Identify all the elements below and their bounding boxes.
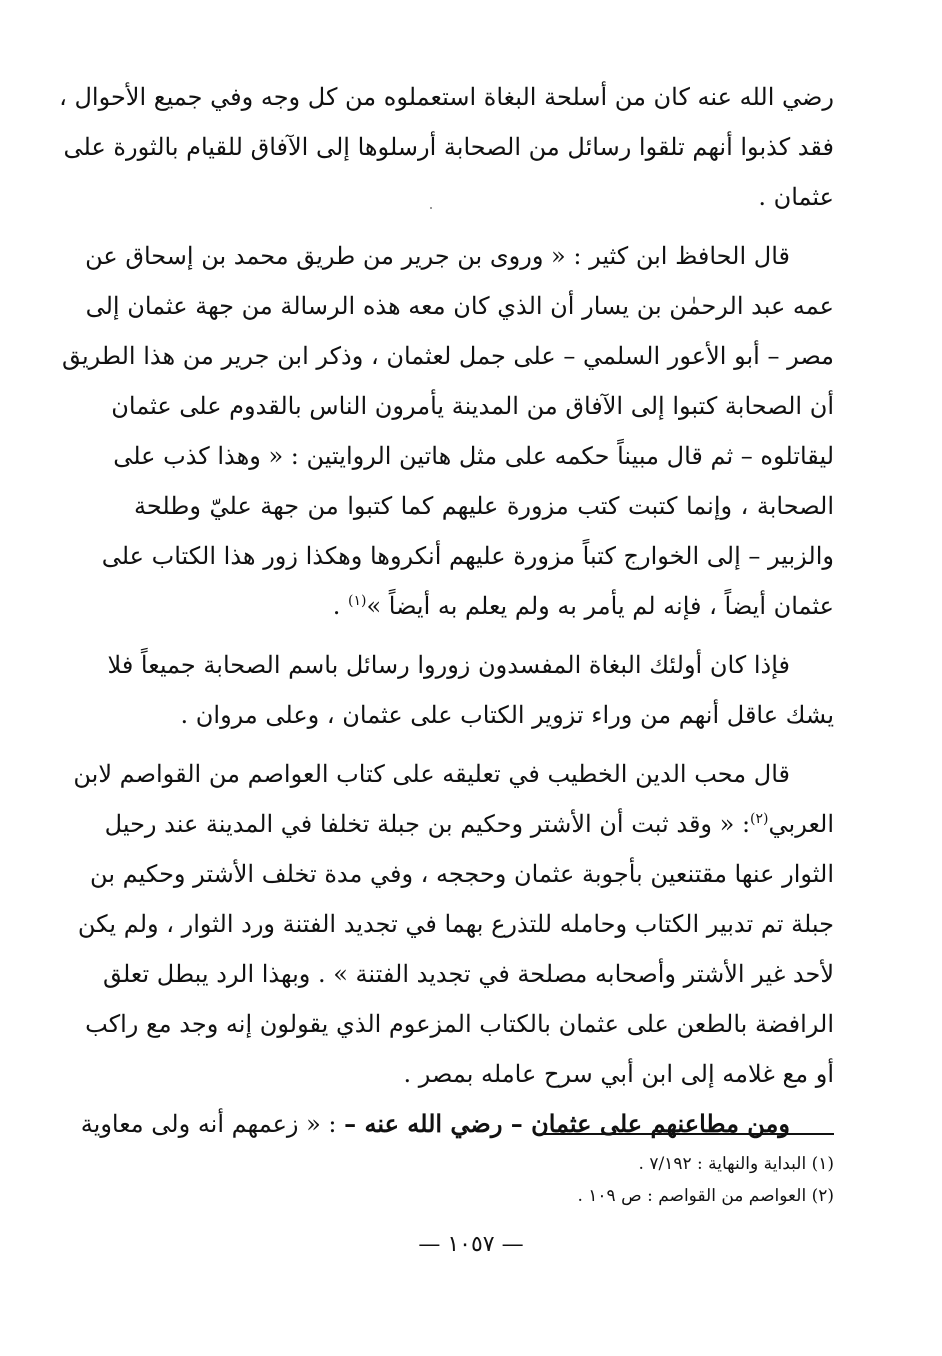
text-line: ليقاتلوه – ثم قال مبيناً حكمه على مثل هاتين الروايتين : « وهذا كذب على bbox=[113, 442, 834, 470]
footnote-separator bbox=[544, 1133, 834, 1135]
text-fragment: : « زعمهم أنه ولى معاوية bbox=[80, 1110, 345, 1138]
text-line bbox=[80, 1099, 834, 1149]
paragraph-2 bbox=[61, 231, 834, 631]
text-fragment: : « وقد ثبت أن الأشتر وحكيم بن جبلة تخلفا في المدينة عند رحيل bbox=[104, 810, 751, 838]
text-line: الصحابة ، وإنما كتبت كتب مزورة عليهم كما كتبوا من جهة عليّ وطلحة bbox=[134, 492, 834, 520]
text-fragment: العربي bbox=[768, 810, 834, 838]
text-fragment: عثمان أيضاً ، فإنه لم يأمر به ولم يعلم به أيضاً » bbox=[366, 592, 834, 620]
footnote-number: (٢) bbox=[811, 1186, 834, 1206]
page-number: — ١٠٥٧ — bbox=[418, 1232, 524, 1257]
paragraph-1 bbox=[59, 72, 834, 222]
footnote-ref-2[interactable]: (٢) bbox=[750, 811, 769, 827]
paragraph-5 bbox=[80, 1099, 834, 1149]
bold-heading-fragment: ومن مطاعنهم على عثمان – رضي الله عنه – bbox=[344, 1109, 790, 1138]
footnote-ref-1[interactable]: (١) bbox=[348, 593, 367, 609]
footnote-1 bbox=[134, 1148, 834, 1180]
footnote-2 bbox=[134, 1180, 834, 1212]
text-line: رضي الله عنه كان من أسلحة البغاة استعملوه من كل وجه وفي جميع الأحوال ، bbox=[59, 83, 834, 111]
text-line: فقد كذبوا أنهم تلقوا رسائل من الصحابة أرسلوها إلى الآفاق للقيام بالثورة على bbox=[63, 133, 834, 161]
paragraph-4 bbox=[73, 749, 834, 1099]
text-line: الرافضة بالطعن على عثمان بالكتاب المزعوم الذي يقولون إنه وجد مع راكب bbox=[85, 1010, 834, 1038]
text-line bbox=[104, 799, 834, 849]
footnote-text: البداية والنهاية : ٧/١٩٢ . bbox=[638, 1154, 807, 1174]
text-line: لأحد غير الأشتر وأصحابه مصلحة في تجديد الفتنة » . وبهذا الرد يبطل تعلق bbox=[102, 960, 834, 988]
text-line: الثوار عنها مقتنعين بأجوبة عثمان وحججه ، وفي مدة تخلف الأشتر وحكيم بن bbox=[90, 860, 834, 888]
text-line: أو مع غلامه إلى ابن أبي سرح عامله بمصر . bbox=[403, 1060, 834, 1088]
text-line: يشك عاقل أنهم من وراء تزوير الكتاب على عثمان ، وعلى مروان . bbox=[180, 701, 834, 729]
text-line: جبلة تم تدبير الكتاب وحامله للتذرع بهما في تجديد الفتنة ورد الثوار ، ولم يكن bbox=[77, 910, 834, 938]
text-line: قال الحافظ ابن كثير : « وروى بن جرير من طريق محمد بن إسحاق عن bbox=[85, 242, 790, 270]
text-line: قال محب الدين الخطيب في تعليقه على كتاب العواصم من القواصم لابن bbox=[73, 760, 790, 788]
text-line: عمه عبد الرحمٰن بن يسار أن الذي كان معه هذه الرسالة من جهة عثمان إلى bbox=[85, 292, 834, 320]
text-line: فإذا كان أولئك البغاة المفسدون زوروا رسائل باسم الصحابة جميعاً فلا bbox=[107, 651, 790, 679]
paragraph-3 bbox=[107, 640, 834, 740]
text-fragment: . bbox=[332, 592, 348, 620]
text-line: عثمان . bbox=[758, 183, 834, 211]
text-line: مصر – أبو الأعور السلمي – على جمل لعثمان ، وذكر ابن جرير من هذا الطريق bbox=[61, 342, 834, 370]
text-line: والزبير – إلى الخوارج كتباً مزورة عليهم أنكروها وهكذا زور هذا الكتاب على bbox=[101, 542, 834, 570]
footnote-number: (١) bbox=[811, 1154, 834, 1174]
footnote-text: العواصم من القواصم : ص ١٠٩ . bbox=[577, 1186, 807, 1206]
text-line: أن الصحابة كتبوا إلى الآفاق من المدينة يأمرون الناس بالقدوم على عثمان bbox=[111, 392, 834, 420]
footnotes bbox=[134, 1148, 834, 1212]
main-text bbox=[59, 72, 834, 1149]
text-line bbox=[134, 581, 834, 631]
